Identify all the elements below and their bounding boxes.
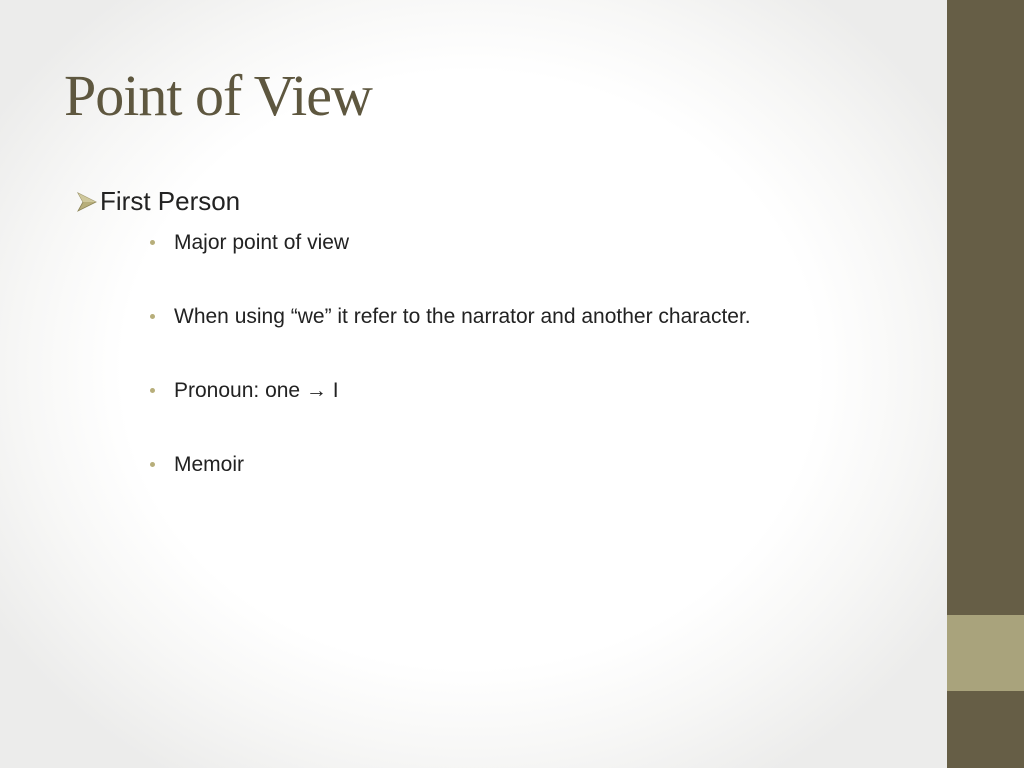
bullet-label: First Person bbox=[100, 186, 241, 216]
bullet-dot-icon bbox=[150, 388, 155, 393]
sub-bullet-label: Pronoun: one → I bbox=[174, 379, 339, 402]
sub-bullet bbox=[150, 453, 244, 477]
sub-bullet-label: Memoir bbox=[174, 453, 245, 476]
slide-title: Point of View bbox=[64, 63, 372, 128]
bullet-dot-icon bbox=[150, 314, 155, 319]
bullet-first-person bbox=[76, 186, 240, 217]
sub-bullet bbox=[150, 379, 339, 403]
sub-bullet bbox=[150, 305, 751, 329]
sub-bullet bbox=[150, 231, 349, 255]
arrow-bullet-icon bbox=[76, 192, 98, 212]
bullet-dot-icon bbox=[150, 240, 155, 245]
sub-bullet-label: When using “we” it refer to the narrator and another character. bbox=[174, 305, 751, 328]
sub-bullet-label: Major point of view bbox=[174, 231, 350, 254]
side-decoration-accent bbox=[947, 615, 1024, 691]
bullet-dot-icon bbox=[150, 462, 155, 467]
